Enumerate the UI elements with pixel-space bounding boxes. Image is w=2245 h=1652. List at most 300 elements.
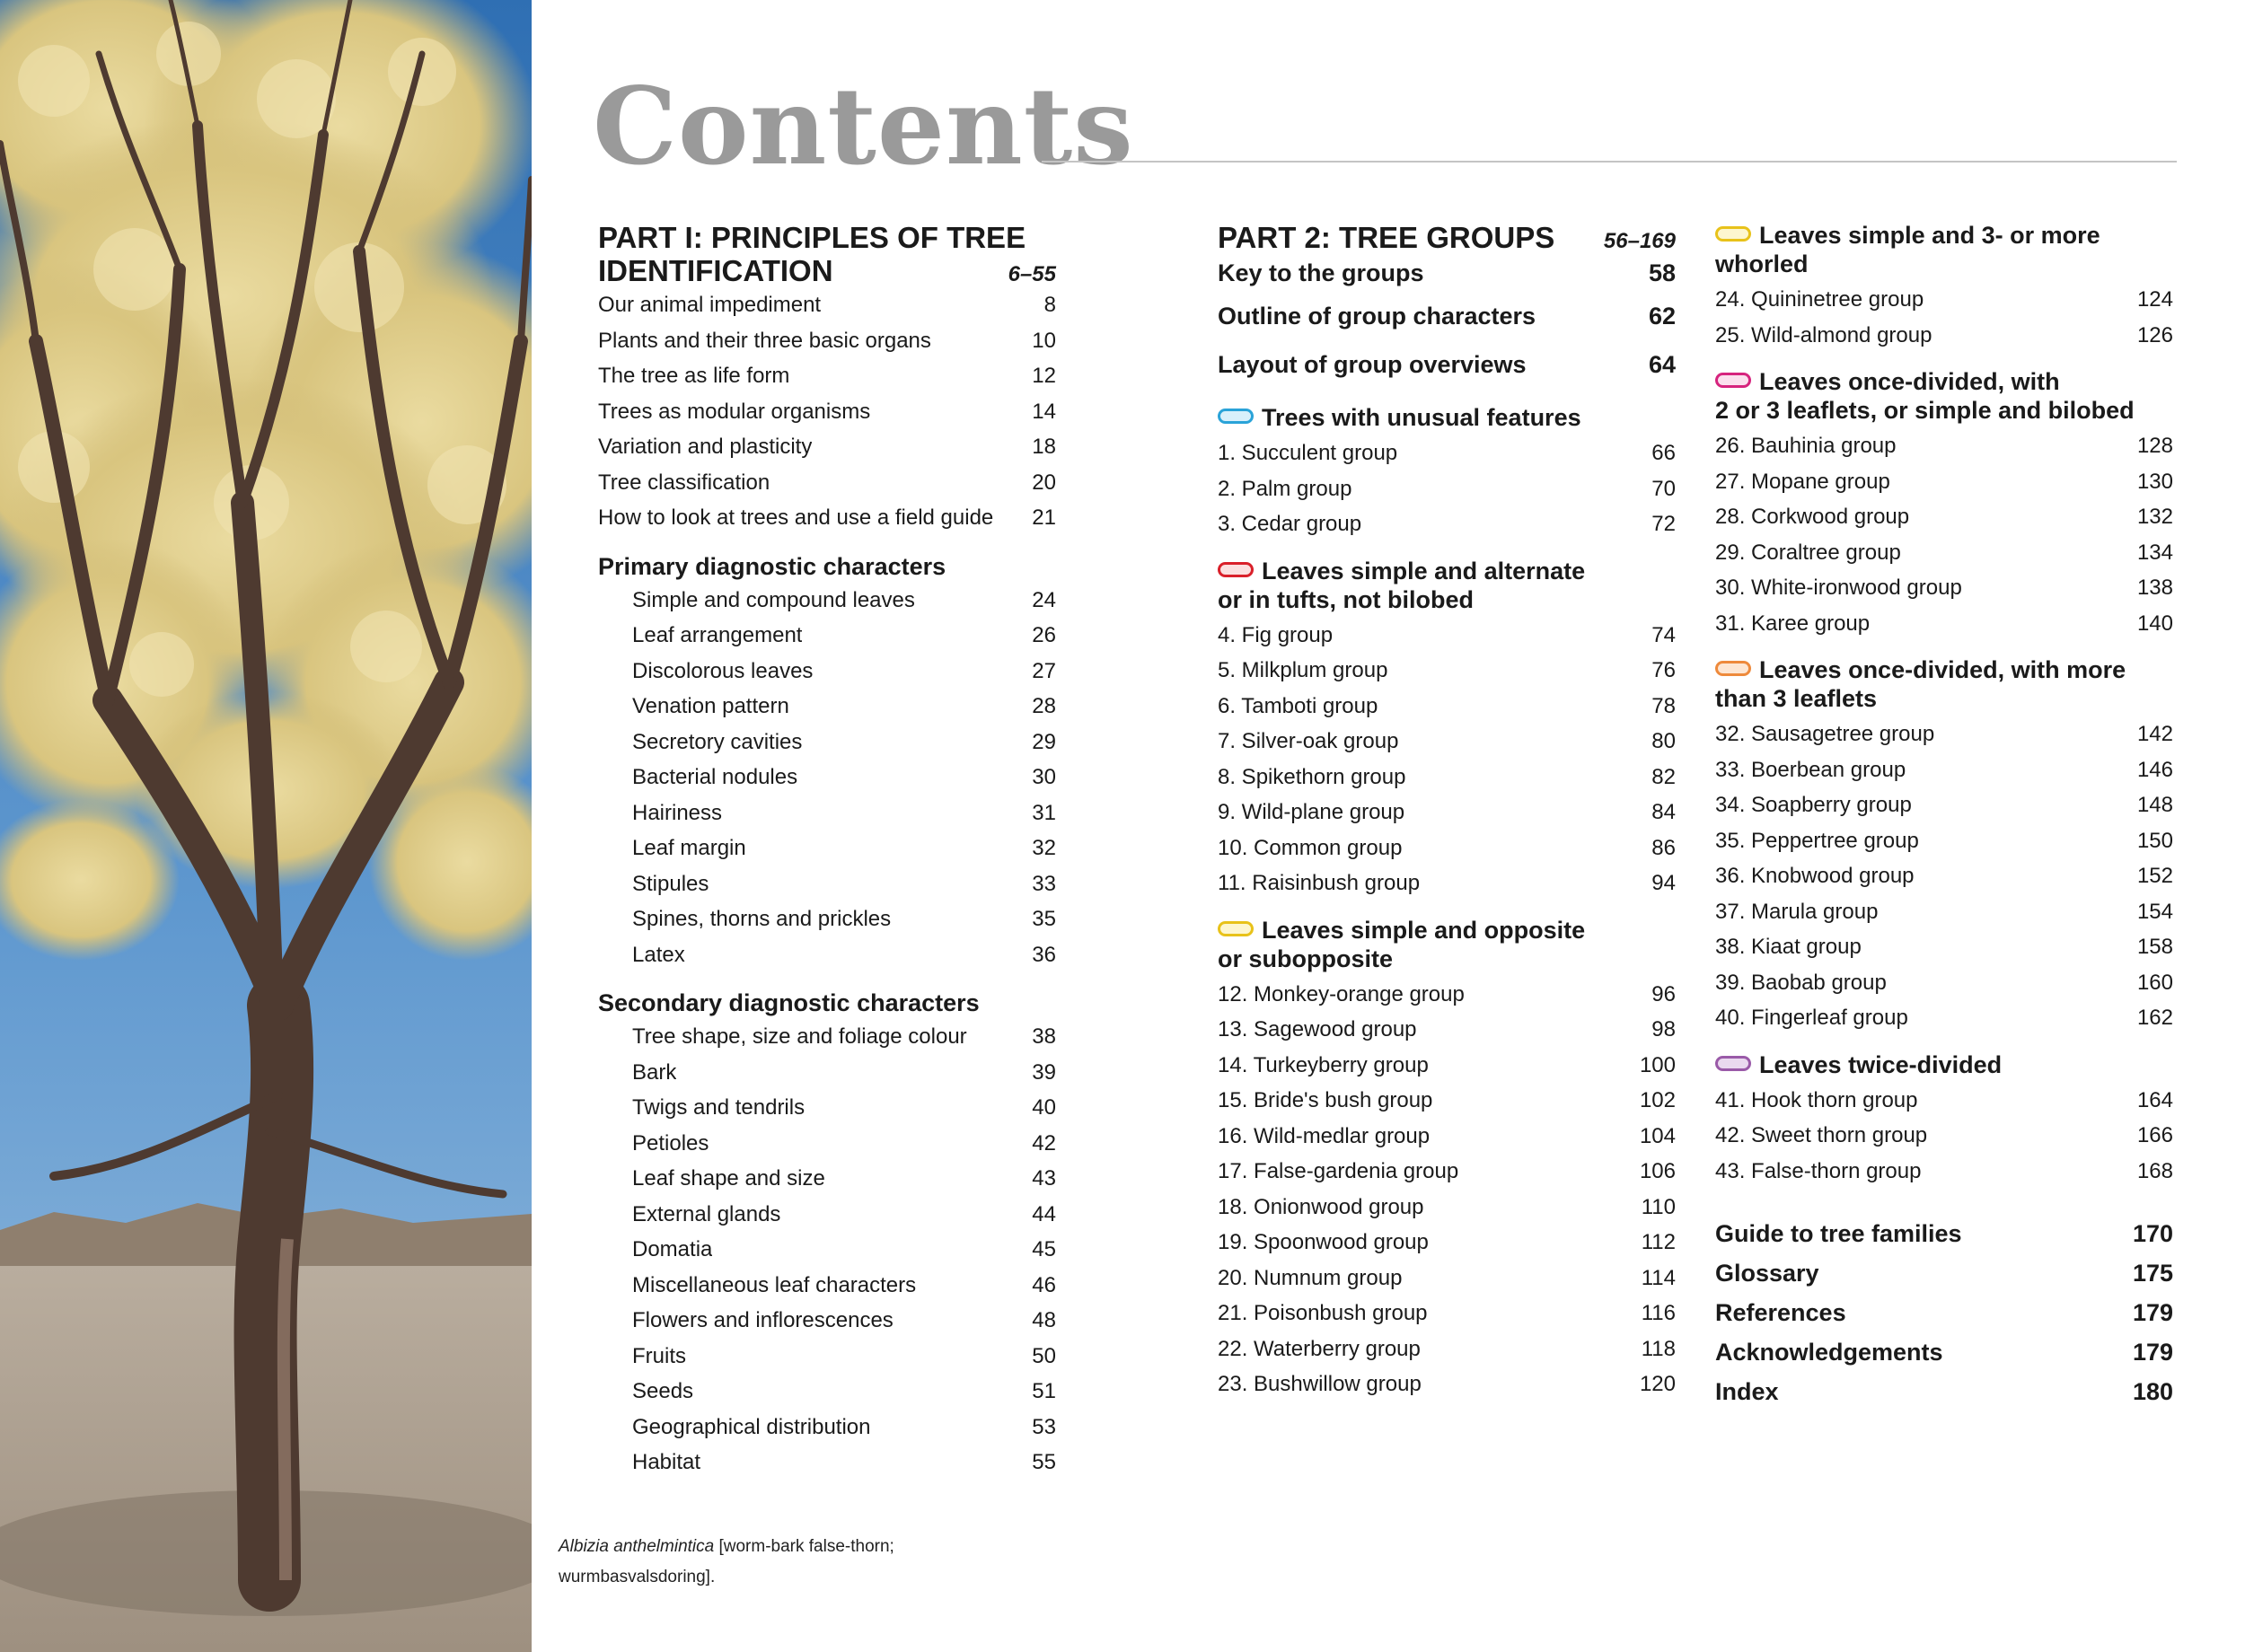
toc-entry-label: Seeds bbox=[632, 1379, 694, 1403]
toc-entry-page: 170 bbox=[2132, 1220, 2173, 1247]
toc-entry-label: 1. Succulent group bbox=[1218, 441, 1398, 465]
toc-entry-page: 130 bbox=[2136, 469, 2173, 494]
tree-group-section bbox=[1715, 367, 2173, 641]
toc-entry-label: 41. Hook thorn group bbox=[1715, 1087, 1918, 1112]
toc-entry[interactable] bbox=[1715, 1118, 2173, 1154]
toc-entry[interactable] bbox=[1218, 1190, 1676, 1226]
toc-entry-label: Simple and compound leaves bbox=[632, 587, 915, 612]
toc-entry-label: 11. Raisinbush group bbox=[1218, 871, 1421, 895]
back-matter-list bbox=[1715, 1214, 2173, 1411]
tree-photo bbox=[0, 0, 532, 1652]
toc-entry-page: 72 bbox=[1651, 512, 1676, 536]
toc-entry-label: Spines, thorns and prickles bbox=[632, 907, 892, 931]
toc-entry-page: 140 bbox=[2136, 611, 2173, 636]
toc-entry-label: Tree classification bbox=[598, 470, 770, 495]
toc-entry[interactable] bbox=[598, 1019, 1056, 1055]
toc-entry[interactable] bbox=[1715, 318, 2173, 354]
part-2-column bbox=[1218, 221, 1676, 1402]
toc-entry-page: 36 bbox=[1032, 942, 1056, 967]
group-heading bbox=[1218, 916, 1676, 973]
toc-entry[interactable] bbox=[1715, 282, 2173, 318]
toc-entry[interactable] bbox=[598, 1232, 1056, 1268]
toc-entry-page: 21 bbox=[1032, 505, 1056, 530]
toc-entry-label: 18. Onionwood group bbox=[1218, 1194, 1424, 1219]
toc-entry[interactable] bbox=[598, 725, 1056, 760]
toc-entry[interactable] bbox=[1715, 787, 2173, 823]
toc-entry-page: 48 bbox=[1032, 1308, 1056, 1332]
toc-entry[interactable] bbox=[598, 429, 1056, 465]
toc-entry[interactable] bbox=[1218, 689, 1676, 725]
toc-entry-page: 106 bbox=[1639, 1159, 1676, 1183]
toc-entry-label: Fruits bbox=[632, 1343, 686, 1368]
toc-entry[interactable] bbox=[1715, 752, 2173, 788]
toc-entry-page: 74 bbox=[1651, 622, 1676, 647]
group-heading bbox=[1715, 367, 2173, 425]
toc-entry-page: 28 bbox=[1032, 694, 1056, 718]
toc-entry[interactable] bbox=[598, 1161, 1056, 1197]
toc-entry-page: 154 bbox=[2136, 899, 2173, 924]
toc-entry-label: 10. Common group bbox=[1218, 835, 1403, 860]
toc-entry[interactable] bbox=[598, 1303, 1056, 1339]
toc-entry[interactable] bbox=[1715, 1372, 2173, 1411]
toc-entry[interactable] bbox=[1218, 1261, 1676, 1296]
toc-entry[interactable] bbox=[598, 937, 1056, 973]
toc-entry-page: 86 bbox=[1651, 835, 1676, 860]
toc-entry[interactable] bbox=[1218, 1331, 1676, 1367]
toc-entry-page: 94 bbox=[1651, 871, 1676, 895]
toc-entry-label: Domatia bbox=[632, 1237, 713, 1261]
toc-entry-page: 46 bbox=[1032, 1272, 1056, 1297]
toc-entry-page: 160 bbox=[2136, 970, 2173, 995]
toc-entry-label: Layout of group overviews bbox=[1218, 351, 1527, 378]
toc-entry-page: 33 bbox=[1032, 871, 1056, 896]
toc-entry-page: 45 bbox=[1032, 1237, 1056, 1261]
part-1-list bbox=[598, 287, 1056, 536]
toc-entry-label: 3. Cedar group bbox=[1218, 512, 1362, 536]
toc-entry[interactable] bbox=[598, 323, 1056, 359]
toc-entry[interactable] bbox=[598, 1445, 1056, 1481]
toc-entry-page: 142 bbox=[2136, 722, 2173, 746]
toc-entry-label: Trees as modular organisms bbox=[598, 399, 871, 424]
toc-entry-page: 8 bbox=[1043, 293, 1056, 317]
toc-entry-page: 114 bbox=[1641, 1265, 1676, 1290]
toc-entry[interactable] bbox=[598, 866, 1056, 902]
toc-entry-label: Secretory cavities bbox=[632, 729, 803, 754]
toc-entry-label: Geographical distribution bbox=[632, 1414, 871, 1439]
toc-entry-page: 40 bbox=[1032, 1095, 1056, 1120]
primary-characters-heading: Primary diagnostic characters bbox=[598, 552, 946, 580]
toc-entry-label: Index bbox=[1715, 1378, 1779, 1405]
toc-entry-label: 14. Turkeyberry group bbox=[1218, 1052, 1429, 1077]
toc-entry-label: 28. Corkwood group bbox=[1715, 505, 1910, 529]
group-heading bbox=[1218, 557, 1676, 614]
colour-key-icon bbox=[1715, 226, 1751, 242]
toc-entry-label: Hairiness bbox=[632, 800, 723, 825]
toc-entry-label: 13. Sagewood group bbox=[1218, 1017, 1417, 1041]
toc-entry-page: 10 bbox=[1032, 328, 1056, 353]
toc-entry-label: 22. Waterberry group bbox=[1218, 1336, 1421, 1361]
toc-entry-page: 134 bbox=[2136, 540, 2173, 565]
toc-entry-label: 19. Spoonwood group bbox=[1218, 1230, 1429, 1254]
toc-entry-page: 30 bbox=[1032, 765, 1056, 789]
toc-entry[interactable] bbox=[1218, 1154, 1676, 1190]
toc-entry-label: Key to the groups bbox=[1218, 259, 1424, 286]
toc-entry-label: 29. Coraltree group bbox=[1715, 540, 1901, 565]
toc-entry[interactable] bbox=[1715, 1083, 2173, 1119]
toc-entry[interactable] bbox=[1715, 1332, 2173, 1372]
toc-entry-page: 51 bbox=[1032, 1379, 1056, 1403]
toc-entry[interactable] bbox=[598, 1055, 1056, 1091]
toc-entry[interactable] bbox=[1715, 428, 2173, 464]
toc-entry[interactable] bbox=[1218, 1012, 1676, 1048]
toc-entry-page: 148 bbox=[2136, 793, 2173, 817]
toc-entry-page: 98 bbox=[1651, 1017, 1676, 1041]
toc-entry-page: 179 bbox=[2132, 1339, 2173, 1366]
part-1-title-line-1: PART I: PRINCIPLES OF TREE bbox=[598, 221, 1026, 254]
toc-entry[interactable] bbox=[1218, 1366, 1676, 1402]
toc-entry[interactable] bbox=[1715, 965, 2173, 1001]
group-heading-line-2: or in tufts, not bilobed bbox=[1218, 585, 1474, 613]
toc-entry-label: Leaf margin bbox=[632, 836, 746, 860]
toc-entry[interactable] bbox=[598, 830, 1056, 866]
toc-entry[interactable] bbox=[1218, 435, 1676, 471]
toc-entry[interactable] bbox=[1218, 760, 1676, 795]
toc-entry-label: Habitat bbox=[632, 1450, 701, 1474]
toc-entry-label: Bacterial nodules bbox=[632, 765, 798, 789]
toc-entry-page: 70 bbox=[1651, 476, 1676, 501]
toc-entry[interactable] bbox=[1218, 471, 1676, 507]
toc-entry-label: 17. False-gardenia group bbox=[1218, 1159, 1459, 1183]
toc-entry[interactable] bbox=[598, 760, 1056, 795]
toc-entry-label: Tree shape, size and foliage colour bbox=[632, 1024, 967, 1049]
part-1-heading bbox=[598, 221, 1056, 287]
toc-entry-page: 18 bbox=[1032, 435, 1056, 459]
toc-entry-label: Our animal impediment bbox=[598, 293, 822, 317]
toc-entry-page: 104 bbox=[1639, 1123, 1676, 1148]
part-2-groups-column bbox=[1715, 221, 2173, 1411]
title-rule bbox=[1042, 161, 2177, 163]
toc-entry-page: 179 bbox=[2132, 1299, 2173, 1326]
toc-entry[interactable] bbox=[1218, 1083, 1676, 1119]
toc-entry-page: 66 bbox=[1651, 441, 1676, 465]
toc-entry[interactable] bbox=[1715, 858, 2173, 894]
toc-entry-label: 9. Wild-plane group bbox=[1218, 800, 1405, 824]
toc-entry[interactable] bbox=[598, 394, 1056, 430]
tree-group-section bbox=[1218, 916, 1676, 1402]
group-heading bbox=[1715, 1050, 2173, 1079]
toc-entry-page: 112 bbox=[1641, 1230, 1676, 1254]
colour-key-icon bbox=[1218, 409, 1254, 424]
toc-entry-page: 150 bbox=[2136, 828, 2173, 853]
tree-group-section bbox=[1715, 1050, 2173, 1190]
toc-entry-label: 4. Fig group bbox=[1218, 622, 1334, 647]
toc-entry[interactable] bbox=[1715, 499, 2173, 535]
part-2-groups-a bbox=[1218, 403, 1676, 1402]
toc-entry-page: 20 bbox=[1032, 470, 1056, 495]
toc-entry[interactable] bbox=[598, 1268, 1056, 1304]
toc-entry[interactable] bbox=[1715, 606, 2173, 642]
toc-entry-label: Glossary bbox=[1715, 1260, 1819, 1287]
part-2-groups-b bbox=[1715, 221, 2173, 1189]
toc-entry[interactable] bbox=[1218, 977, 1676, 1013]
toc-entry-label: Acknowledgements bbox=[1715, 1339, 1943, 1366]
toc-entry-page: 100 bbox=[1639, 1052, 1676, 1077]
caption-species: Albizia anthelmintica bbox=[559, 1537, 715, 1556]
toc-entry-label: 6. Tamboti group bbox=[1218, 693, 1378, 718]
toc-entry[interactable] bbox=[598, 1374, 1056, 1410]
toc-entry-label: The tree as life form bbox=[598, 364, 790, 388]
toc-entry-label: 24. Quininetree group bbox=[1715, 287, 1924, 312]
toc-entry-label: 31. Karee group bbox=[1715, 611, 1871, 636]
toc-entry-page: 55 bbox=[1032, 1450, 1056, 1474]
toc-entry-label: 40. Fingerleaf group bbox=[1715, 1006, 1908, 1030]
toc-entry-label: 27. Mopane group bbox=[1715, 469, 1890, 494]
group-heading bbox=[1218, 403, 1676, 432]
toc-entry-page: 146 bbox=[2136, 757, 2173, 782]
toc-entry[interactable] bbox=[598, 583, 1056, 619]
toc-entry[interactable] bbox=[1715, 570, 2173, 606]
toc-entry-label: 21. Poisonbush group bbox=[1218, 1301, 1428, 1325]
toc-entry[interactable] bbox=[1715, 716, 2173, 752]
toc-entry-label: 35. Peppertree group bbox=[1715, 828, 1919, 853]
group-heading-line-1: Leaves once-divided, with bbox=[1759, 368, 2060, 395]
toc-entry-page: 44 bbox=[1032, 1201, 1056, 1226]
toc-entry[interactable] bbox=[598, 1410, 1056, 1446]
toc-entry-page: 12 bbox=[1032, 364, 1056, 388]
toc-entry-label: Venation pattern bbox=[632, 694, 789, 718]
group-heading bbox=[1715, 221, 2173, 278]
toc-entry-label: Bark bbox=[632, 1059, 677, 1085]
toc-entry-label: Discolorous leaves bbox=[632, 658, 814, 683]
toc-entry-label: 34. Soapberry group bbox=[1715, 793, 1912, 817]
toc-entry-label: Variation and plasticity bbox=[598, 435, 813, 459]
toc-entry-page: 64 bbox=[1648, 351, 1676, 378]
toc-entry-page: 76 bbox=[1651, 658, 1676, 682]
toc-entry-label: 42. Sweet thorn group bbox=[1715, 1123, 1928, 1147]
group-heading-line-1: Leaves simple and opposite bbox=[1262, 916, 1586, 944]
toc-entry[interactable] bbox=[1218, 618, 1676, 654]
secondary-characters-heading: Secondary diagnostic characters bbox=[598, 989, 980, 1016]
toc-entry-label: Petioles bbox=[632, 1130, 709, 1156]
toc-entry[interactable] bbox=[1218, 292, 1676, 340]
toc-entry-page: 132 bbox=[2136, 505, 2173, 529]
toc-entry-page: 116 bbox=[1641, 1301, 1676, 1325]
toc-entry-label: 12. Monkey-orange group bbox=[1218, 981, 1465, 1006]
toc-entry[interactable] bbox=[1218, 506, 1676, 542]
toc-entry-page: 164 bbox=[2136, 1087, 2173, 1112]
toc-entry-label: References bbox=[1715, 1299, 1846, 1326]
group-heading-line-1: Leaves once-divided, with more bbox=[1759, 656, 2126, 683]
toc-entry-page: 84 bbox=[1651, 800, 1676, 824]
toc-entry-label: 39. Baobab group bbox=[1715, 970, 1887, 995]
group-heading-line-2: or subopposite bbox=[1218, 945, 1393, 972]
toc-entry-label: Latex bbox=[632, 942, 685, 967]
toc-entry[interactable] bbox=[1218, 340, 1676, 389]
toc-entry-label: 30. White-ironwood group bbox=[1715, 576, 1962, 600]
toc-entry[interactable] bbox=[598, 465, 1056, 501]
toc-entry-page: 62 bbox=[1648, 303, 1676, 330]
toc-entry-label: 43. False-thorn group bbox=[1715, 1158, 1922, 1183]
toc-entry[interactable] bbox=[598, 1090, 1056, 1126]
group-heading-line-1: Leaves simple and alternate bbox=[1262, 557, 1586, 584]
group-heading-line-2: than 3 leaflets bbox=[1715, 685, 1878, 712]
toc-entry-page: 14 bbox=[1032, 399, 1056, 424]
toc-entry[interactable] bbox=[1715, 1253, 2173, 1293]
toc-entry-page: 31 bbox=[1032, 800, 1056, 825]
toc-entry-label: 26. Bauhinia group bbox=[1715, 434, 1897, 458]
toc-entry-page: 162 bbox=[2136, 1006, 2173, 1030]
secondary-characters-list bbox=[598, 1019, 1056, 1481]
group-heading-line-1: Trees with unusual features bbox=[1262, 404, 1581, 431]
colour-key-icon bbox=[1715, 1056, 1751, 1071]
toc-entry[interactable] bbox=[1715, 1154, 2173, 1190]
toc-entry[interactable] bbox=[1715, 464, 2173, 500]
toc-entry-page: 24 bbox=[1032, 587, 1056, 612]
toc-entry-page: 138 bbox=[2136, 576, 2173, 600]
toc-entry-page: 118 bbox=[1641, 1336, 1676, 1361]
colour-key-icon bbox=[1218, 562, 1254, 577]
toc-entry[interactable] bbox=[1715, 1214, 2173, 1253]
tree-group-section bbox=[1218, 403, 1676, 542]
toc-entry[interactable] bbox=[1218, 1048, 1676, 1084]
toc-entry-page: 39 bbox=[1032, 1059, 1056, 1085]
page-title: Contents bbox=[593, 64, 1134, 189]
toc-entry-page: 29 bbox=[1032, 729, 1056, 754]
toc-entry-page: 96 bbox=[1651, 981, 1676, 1006]
group-heading bbox=[1715, 655, 2173, 713]
toc-entry-label: 25. Wild-almond group bbox=[1715, 322, 1932, 347]
toc-entry-page: 32 bbox=[1032, 836, 1056, 860]
toc-entry-page: 26 bbox=[1032, 623, 1056, 647]
toc-entry-page: 158 bbox=[2136, 935, 2173, 959]
toc-entry-label: 32. Sausagetree group bbox=[1715, 722, 1935, 746]
toc-entry-page: 152 bbox=[2136, 864, 2173, 888]
toc-entry-page: 180 bbox=[2132, 1378, 2173, 1405]
toc-entry-label: 33. Boerbean group bbox=[1715, 757, 1906, 782]
toc-entry-label: 20. Numnum group bbox=[1218, 1265, 1403, 1290]
toc-entry[interactable] bbox=[1218, 795, 1676, 830]
caption-text: [worm-bark false-thorn; wurmbasvalsdoring]. bbox=[559, 1537, 894, 1586]
group-heading-line-1: Leaves twice-divided bbox=[1759, 1050, 2003, 1078]
toc-entry[interactable] bbox=[1218, 1119, 1676, 1155]
toc-entry[interactable] bbox=[598, 618, 1056, 654]
toc-entry-label: 5. Milkplum group bbox=[1218, 658, 1388, 682]
toc-entry[interactable] bbox=[1218, 1225, 1676, 1261]
part-2-page-range: 56–169 bbox=[1603, 229, 1676, 253]
toc-entry-label: External glands bbox=[632, 1201, 781, 1226]
toc-entry[interactable] bbox=[1218, 254, 1676, 292]
toc-entry[interactable] bbox=[598, 500, 1056, 536]
toc-entry-page: 78 bbox=[1651, 693, 1676, 718]
toc-entry-page: 126 bbox=[2136, 322, 2173, 347]
toc-entry[interactable] bbox=[1218, 866, 1676, 901]
toc-entry[interactable] bbox=[598, 358, 1056, 394]
toc-entry-label: Leaf shape and size bbox=[632, 1166, 825, 1191]
toc-entry[interactable] bbox=[598, 1339, 1056, 1375]
toc-entry[interactable] bbox=[1218, 724, 1676, 760]
toc-entry-page: 58 bbox=[1648, 259, 1676, 286]
group-heading-line-2: whorled bbox=[1715, 250, 1809, 277]
colour-key-icon bbox=[1715, 373, 1751, 388]
part-1-page-range: 6–55 bbox=[1008, 262, 1056, 286]
toc-entry-page: 38 bbox=[1032, 1024, 1056, 1049]
part-2-main-list bbox=[1218, 254, 1676, 389]
toc-entry-label: 36. Knobwood group bbox=[1715, 864, 1915, 888]
toc-entry-label: 16. Wild-medlar group bbox=[1218, 1123, 1431, 1148]
colour-key-icon bbox=[1218, 921, 1254, 936]
part-2-title: PART 2: TREE GROUPS bbox=[1218, 221, 1555, 254]
toc-entry[interactable] bbox=[598, 1126, 1056, 1162]
toc-entry-page: 166 bbox=[2136, 1123, 2173, 1147]
toc-entry-page: 35 bbox=[1032, 907, 1056, 931]
part-1-title-line-2: IDENTIFICATION bbox=[598, 254, 833, 287]
toc-entry[interactable] bbox=[1715, 1293, 2173, 1332]
toc-entry[interactable] bbox=[598, 654, 1056, 690]
toc-entry-label: Flowers and inflorescences bbox=[632, 1308, 894, 1332]
toc-entry-label: 37. Marula group bbox=[1715, 899, 1879, 924]
primary-characters-list bbox=[598, 583, 1056, 973]
toc-entry[interactable] bbox=[598, 901, 1056, 937]
tree-group-section bbox=[1715, 655, 2173, 1036]
toc-entry-page: 50 bbox=[1032, 1343, 1056, 1368]
toc-entry-page: 82 bbox=[1651, 764, 1676, 789]
toc-entry-page: 80 bbox=[1651, 729, 1676, 753]
toc-entry-page: 175 bbox=[2132, 1260, 2173, 1287]
toc-entry-page: 124 bbox=[2136, 287, 2173, 312]
toc-entry-label: Miscellaneous leaf characters bbox=[632, 1272, 917, 1297]
toc-entry-label: Plants and their three basic organs bbox=[598, 328, 931, 353]
toc-entry-label: Twigs and tendrils bbox=[632, 1095, 806, 1120]
toc-entry[interactable] bbox=[598, 689, 1056, 725]
toc-entry[interactable] bbox=[1715, 823, 2173, 859]
toc-entry-label: 7. Silver-oak group bbox=[1218, 729, 1399, 753]
toc-entry-label: Guide to tree families bbox=[1715, 1220, 1962, 1247]
toc-entry[interactable] bbox=[1715, 894, 2173, 930]
toc-entry[interactable] bbox=[1715, 929, 2173, 965]
toc-entry-label: 23. Bushwillow group bbox=[1218, 1372, 1422, 1396]
toc-entry-label: How to look at trees and use a field guide bbox=[598, 505, 994, 530]
toc-entry-page: 128 bbox=[2136, 434, 2173, 458]
toc-entry-page: 42 bbox=[1032, 1130, 1056, 1156]
toc-entry[interactable] bbox=[1715, 535, 2173, 571]
toc-entry-page: 110 bbox=[1641, 1194, 1676, 1219]
toc-entry-label: Stipules bbox=[632, 871, 709, 896]
toc-entry-label: 38. Kiaat group bbox=[1715, 935, 1862, 959]
toc-entry-label: 15. Bride's bush group bbox=[1218, 1088, 1433, 1112]
toc-entry-page: 120 bbox=[1639, 1372, 1676, 1396]
toc-entry-page: 102 bbox=[1639, 1088, 1676, 1112]
toc-entry-page: 27 bbox=[1032, 658, 1056, 683]
toc-entry[interactable] bbox=[598, 795, 1056, 831]
toc-entry-label: Leaf arrangement bbox=[632, 623, 803, 647]
toc-entry-label: 8. Spikethorn group bbox=[1218, 764, 1406, 789]
toc-entry[interactable] bbox=[598, 287, 1056, 323]
colour-key-icon bbox=[1715, 661, 1751, 676]
toc-entry-page: 168 bbox=[2136, 1158, 2173, 1183]
toc-entry[interactable] bbox=[1218, 1296, 1676, 1331]
tree-group-section bbox=[1715, 221, 2173, 353]
toc-entry-label: 2. Palm group bbox=[1218, 476, 1352, 501]
toc-entry-label: Outline of group characters bbox=[1218, 303, 1536, 330]
toc-entry[interactable] bbox=[598, 1197, 1056, 1233]
toc-entry[interactable] bbox=[1218, 653, 1676, 689]
group-heading-line-2: 2 or 3 leaflets, or simple and bilobed bbox=[1715, 397, 2135, 424]
toc-entry[interactable] bbox=[1715, 1000, 2173, 1036]
group-heading-line-1: Leaves simple and 3- or more bbox=[1759, 222, 2100, 249]
toc-entry-page: 43 bbox=[1032, 1166, 1056, 1191]
part-1-column bbox=[598, 221, 1056, 1481]
toc-entry[interactable] bbox=[1218, 830, 1676, 866]
